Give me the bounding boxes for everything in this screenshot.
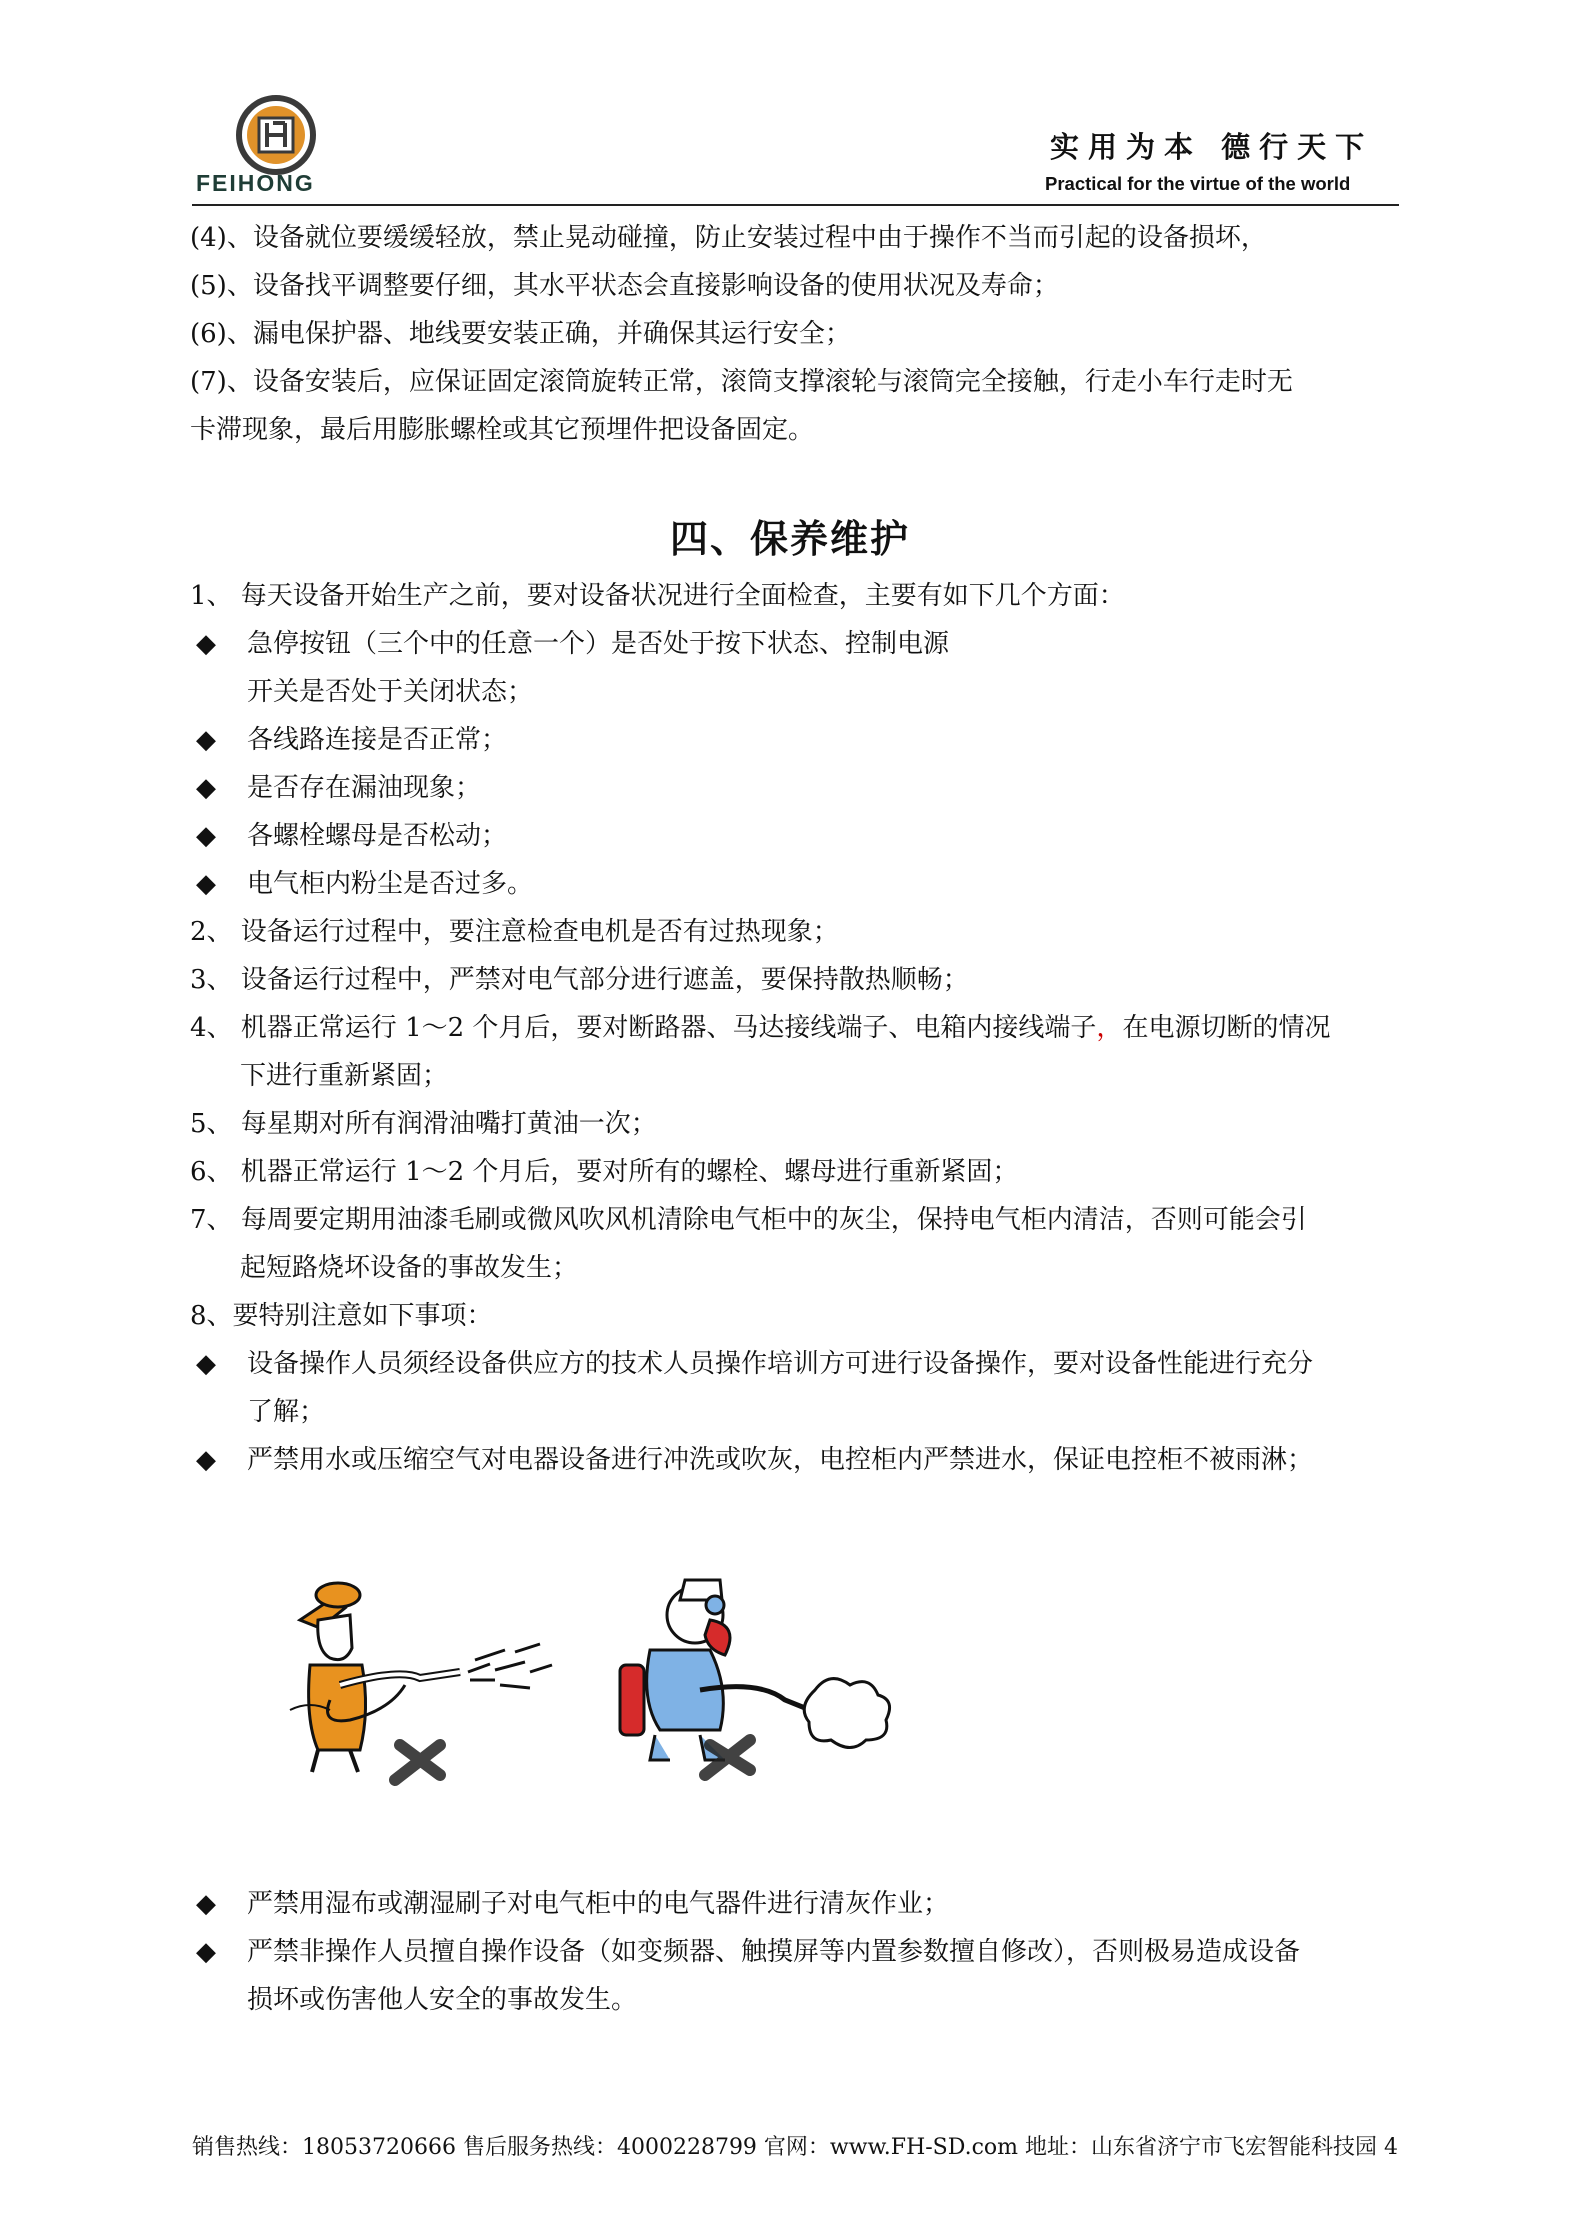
check-item-cont: 开关是否处于关闭状态； — [247, 677, 534, 707]
check-item: 各线路连接是否正常； — [247, 725, 508, 755]
air-blow-illustration — [610, 1560, 910, 1780]
slogan-chinese: 实用为本 德行天下 — [1050, 130, 1374, 164]
list-item-5: 5、 每星期对所有润滑油嘴打黄油一次； — [190, 1109, 657, 1139]
bullet-icon: ◆ — [196, 773, 216, 803]
intro-item-7: (7)、设备安装后，应保证固定滚筒旋转正常，滚筒支撑滚轮与滚筒完全接触，行走小车行走时无 — [190, 367, 1293, 397]
intro-item-6: (6)、漏电保护器、地线要安装正确，并确保其运行安全； — [190, 319, 851, 349]
bullet-icon: ◆ — [196, 821, 216, 851]
bullet-icon: ◆ — [196, 725, 216, 755]
list-item-2: 2、 设备运行过程中，要注意检查电机是否有过热现象； — [190, 917, 839, 947]
list-item-4-text: 4、 机器正常运行 1～2 个月后，要对断路器、马达接线端子、电箱内接线端子 — [190, 1013, 1097, 1043]
list-item-4-cont: 下进行重新紧固； — [240, 1061, 449, 1091]
list-item-3: 3、 设备运行过程中，严禁对电气部分进行遮盖，要保持散热顺畅； — [190, 965, 969, 995]
bullet-icon: ◆ — [196, 1445, 216, 1475]
check-item: 是否存在漏油现象； — [247, 773, 482, 803]
check-item: 急停按钮（三个中的任意一个）是否处于按下状态、控制电源 — [247, 629, 950, 659]
list-item-8: 8、要特别注意如下事项： — [190, 1301, 493, 1331]
note-item: 设备操作人员须经设备供应方的技术人员操作培训方可进行设备操作，要对设备性能进行充分 — [247, 1349, 1314, 1379]
list-item-4 — [190, 1004, 1330, 1052]
bullet-icon: ◆ — [196, 1889, 216, 1919]
intro-item-5: (5)、设备找平调整要仔细，其水平状态会直接影响设备的使用状况及寿命； — [190, 271, 1059, 301]
slogan-english: Practical for the virtue of the world — [1045, 173, 1351, 194]
water-spray-illustration — [290, 1560, 570, 1780]
brand-name: FEIHONG — [196, 170, 315, 196]
feihong-logo — [236, 95, 316, 175]
section-title: 四、保养维护 — [669, 516, 910, 561]
bullet-icon: ◆ — [196, 1349, 216, 1379]
header-divider — [192, 204, 1399, 206]
check-item: 电气柜内粉尘是否过多。 — [247, 869, 534, 899]
bullet-icon: ◆ — [196, 1937, 216, 1967]
note-item: 严禁用湿布或潮湿刷子对电气柜中的电气器件进行清灰作业； — [247, 1889, 950, 1919]
list-item-1: 1、 每天设备开始生产之前，要对设备状况进行全面检查，主要有如下几个方面： — [190, 581, 1125, 611]
note-item: 严禁非操作人员擅自操作设备（如变频器、触摸屏等内置参数擅自修改），否则极易造成设备 — [247, 1937, 1301, 1967]
intro-item-4: (4)、设备就位要缓缓轻放，禁止晃动碰撞，防止安装过程中由于操作不当而引起的设备损坏， — [190, 223, 1267, 253]
page-footer: 销售热线：18053720666 售后服务热线：4000228799 官网：www.FH-SD.com 地址：山东省济宁市飞宏智能科技园 4 — [192, 2135, 1399, 2160]
list-item-7: 7、 每周要定期用油漆毛刷或微风吹风机清除电气柜中的灰尘，保持电气柜内清洁，否则可能会引 — [190, 1205, 1307, 1235]
note-item: 严禁用水或压缩空气对电器设备进行冲洗或吹灰，电控柜内严禁进水，保证电控柜不被雨淋； — [247, 1445, 1314, 1475]
list-item-6: 6、 机器正常运行 1～2 个月后，要对所有的螺栓、螺母进行重新紧固； — [190, 1157, 1019, 1187]
list-item-4-text-b: 在电源切断的情况 — [1122, 1013, 1331, 1043]
note-item-cont: 损坏或伤害他人安全的事故发生。 — [247, 1985, 638, 2015]
note-item-cont: 了解； — [247, 1397, 326, 1427]
check-item: 各螺栓螺母是否松动； — [247, 821, 508, 851]
list-item-7-cont: 起短路烧坏设备的事故发生； — [240, 1253, 579, 1283]
bullet-icon: ◆ — [196, 869, 216, 899]
bullet-icon: ◆ — [196, 629, 216, 659]
red-comma: ， — [1096, 1013, 1123, 1043]
intro-item-7-cont: 卡滞现象，最后用膨胀螺栓或其它预埋件把设备固定。 — [190, 415, 815, 445]
